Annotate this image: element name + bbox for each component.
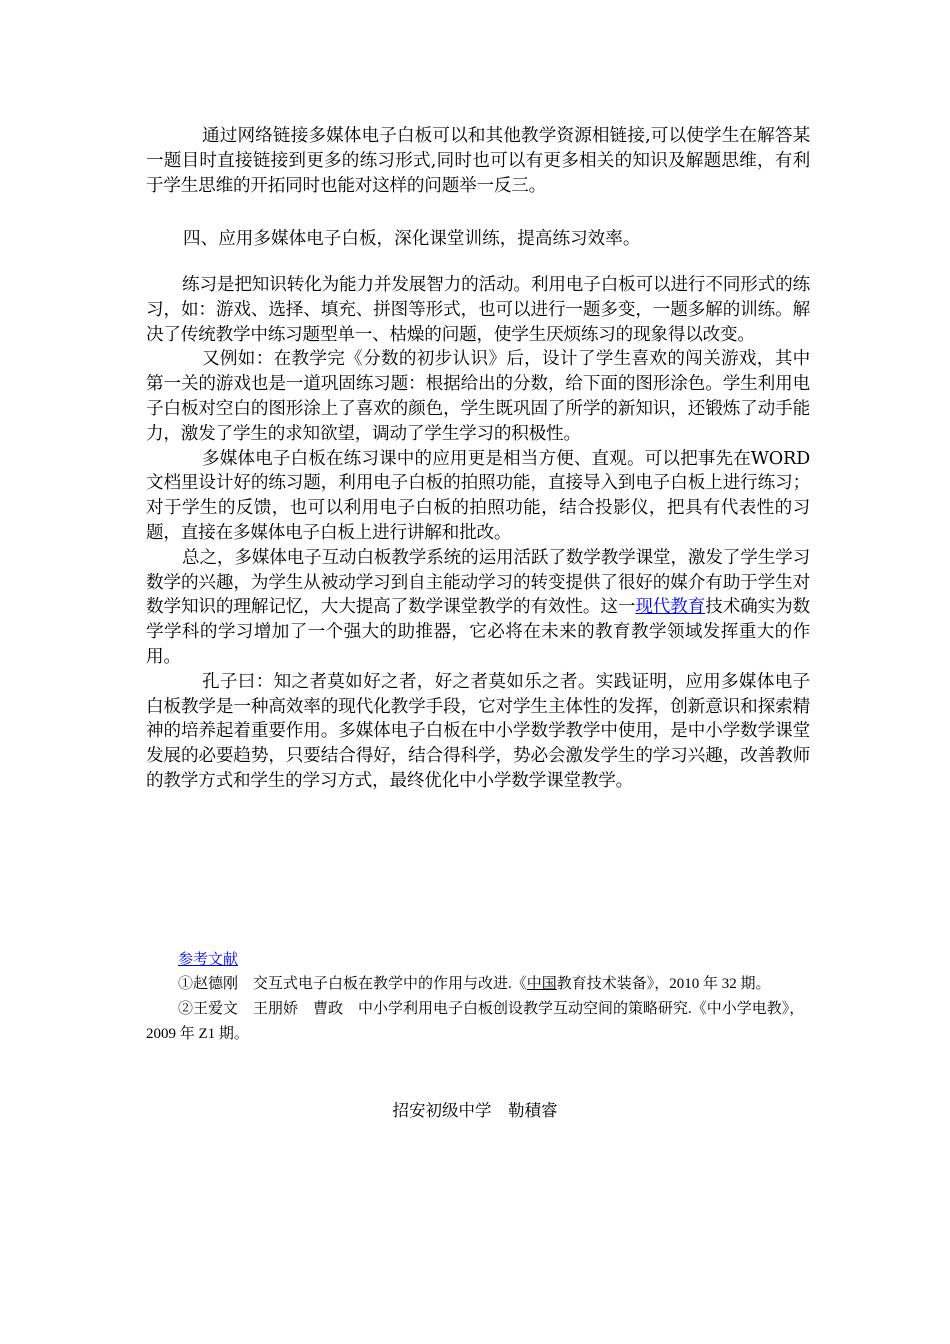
reference-1-text-b: 教育技术装备》，2010 年 32 期。: [556, 976, 771, 992]
reference-1: [146, 972, 810, 997]
paragraph-3: 又例如：在教学完《分数的初步认识》后，设计了学生喜欢的闯关游戏，其中第一关的游戏也是一道巩固练习题：根据给出的分数，给下面的图形涂色。学生利用电子白板对空白的图形涂上了喜欢的颜色，学生既巩固了所学的新知识，还锻炼了动手能力，激发了学生的求知欲望，调动了学生学习的积极性。: [146, 349, 810, 444]
references-link[interactable]: 参考文献: [178, 952, 239, 968]
body-main-block: [146, 273, 810, 794]
section-heading-4: 四、应用多媒体电子白板，深化课堂训练，提高练习效率。: [183, 229, 641, 249]
paragraph-5: [146, 546, 810, 670]
author-signature: 招安初级中学 勒積睿: [392, 1101, 558, 1120]
paragraph-1-block: [146, 124, 810, 198]
paragraph-1: 通过网络链接多媒体电子白板可以和其他教学资源相链接,可以使学生在解答某一题目时直接链接到更多的练习形式,同时也可以有更多相关的知识及解题思维，有利于学生思维的开拓同时也能对这样的问题举一反三。: [146, 126, 810, 196]
paragraph-5-text-b: 技术确实为数学学科的学习增加了一个强大的助推器，它必将在未来的教育教学领域发挥重大的作用。: [146, 597, 810, 667]
reference-1-text-a: ①赵德刚 交互式电子白板在教学中的作用与改进.《: [178, 976, 527, 992]
paragraph-5-text-a: 总之，多媒体电子互动白板教学系统的运用活跃了数学教学课堂，激发了学生学习数学的兴趣，为学生从被动学习到自主能动学习的转变提供了很好的媒介有助于学生对数学知识的理解记忆，大大提高了数学课堂教学的有效性。这一: [146, 547, 810, 618]
paragraph-6: 孔子曰：知之者莫如好之者，好之者莫如乐之者。实践证明，应用多媒体电子白板教学是一种高效率的现代化教学手段，它对学生主体性的发挥，创新意识和探索精神的培养起着重要作用。多媒体电子白板在中小学数学教学中使用，是中小学数学课堂发展的必要趋势，只要结合得好，结合得科学，势必会激发学生的学习兴趣，改善教师的教学方式和学生的学习方式，最终优化中小学数学课堂教学。: [146, 671, 810, 791]
china-link[interactable]: 中国: [526, 976, 557, 992]
references-list: [146, 972, 810, 1047]
paragraph-4: 多媒体电子白板在练习课中的应用更是相当方便、直观。可以把事先在WORD文档里设计好的练习题，利用电子白板的拍照功能，直接导入到电子白板上进行练习；对于学生的反馈，也可以利用电子白板的拍照功能，结合投影仪，把具有代表性的习题，直接在多媒体电子白板上进行讲解和批改。: [146, 448, 810, 543]
paragraph-2: 练习是把知识转化为能力并发展智力的活动。利用电子白板可以进行不同形式的练习，如：游戏、选择、填充、拼图等形式，也可以进行一题多变，一题多解的训练。解决了传统教学中练习题型单一、枯燥的问题，使学生厌烦练习的现象得以改变。: [146, 275, 810, 345]
modern-education-link[interactable]: 现代教育: [635, 597, 706, 618]
reference-2: ②王爱文 王朋娇 曹政 中小学利用电子白板创设教学互动空间的策略研究.《中小学电教》，2009 年 Z1 期。: [146, 1001, 805, 1042]
references-title[interactable]: [178, 948, 238, 969]
